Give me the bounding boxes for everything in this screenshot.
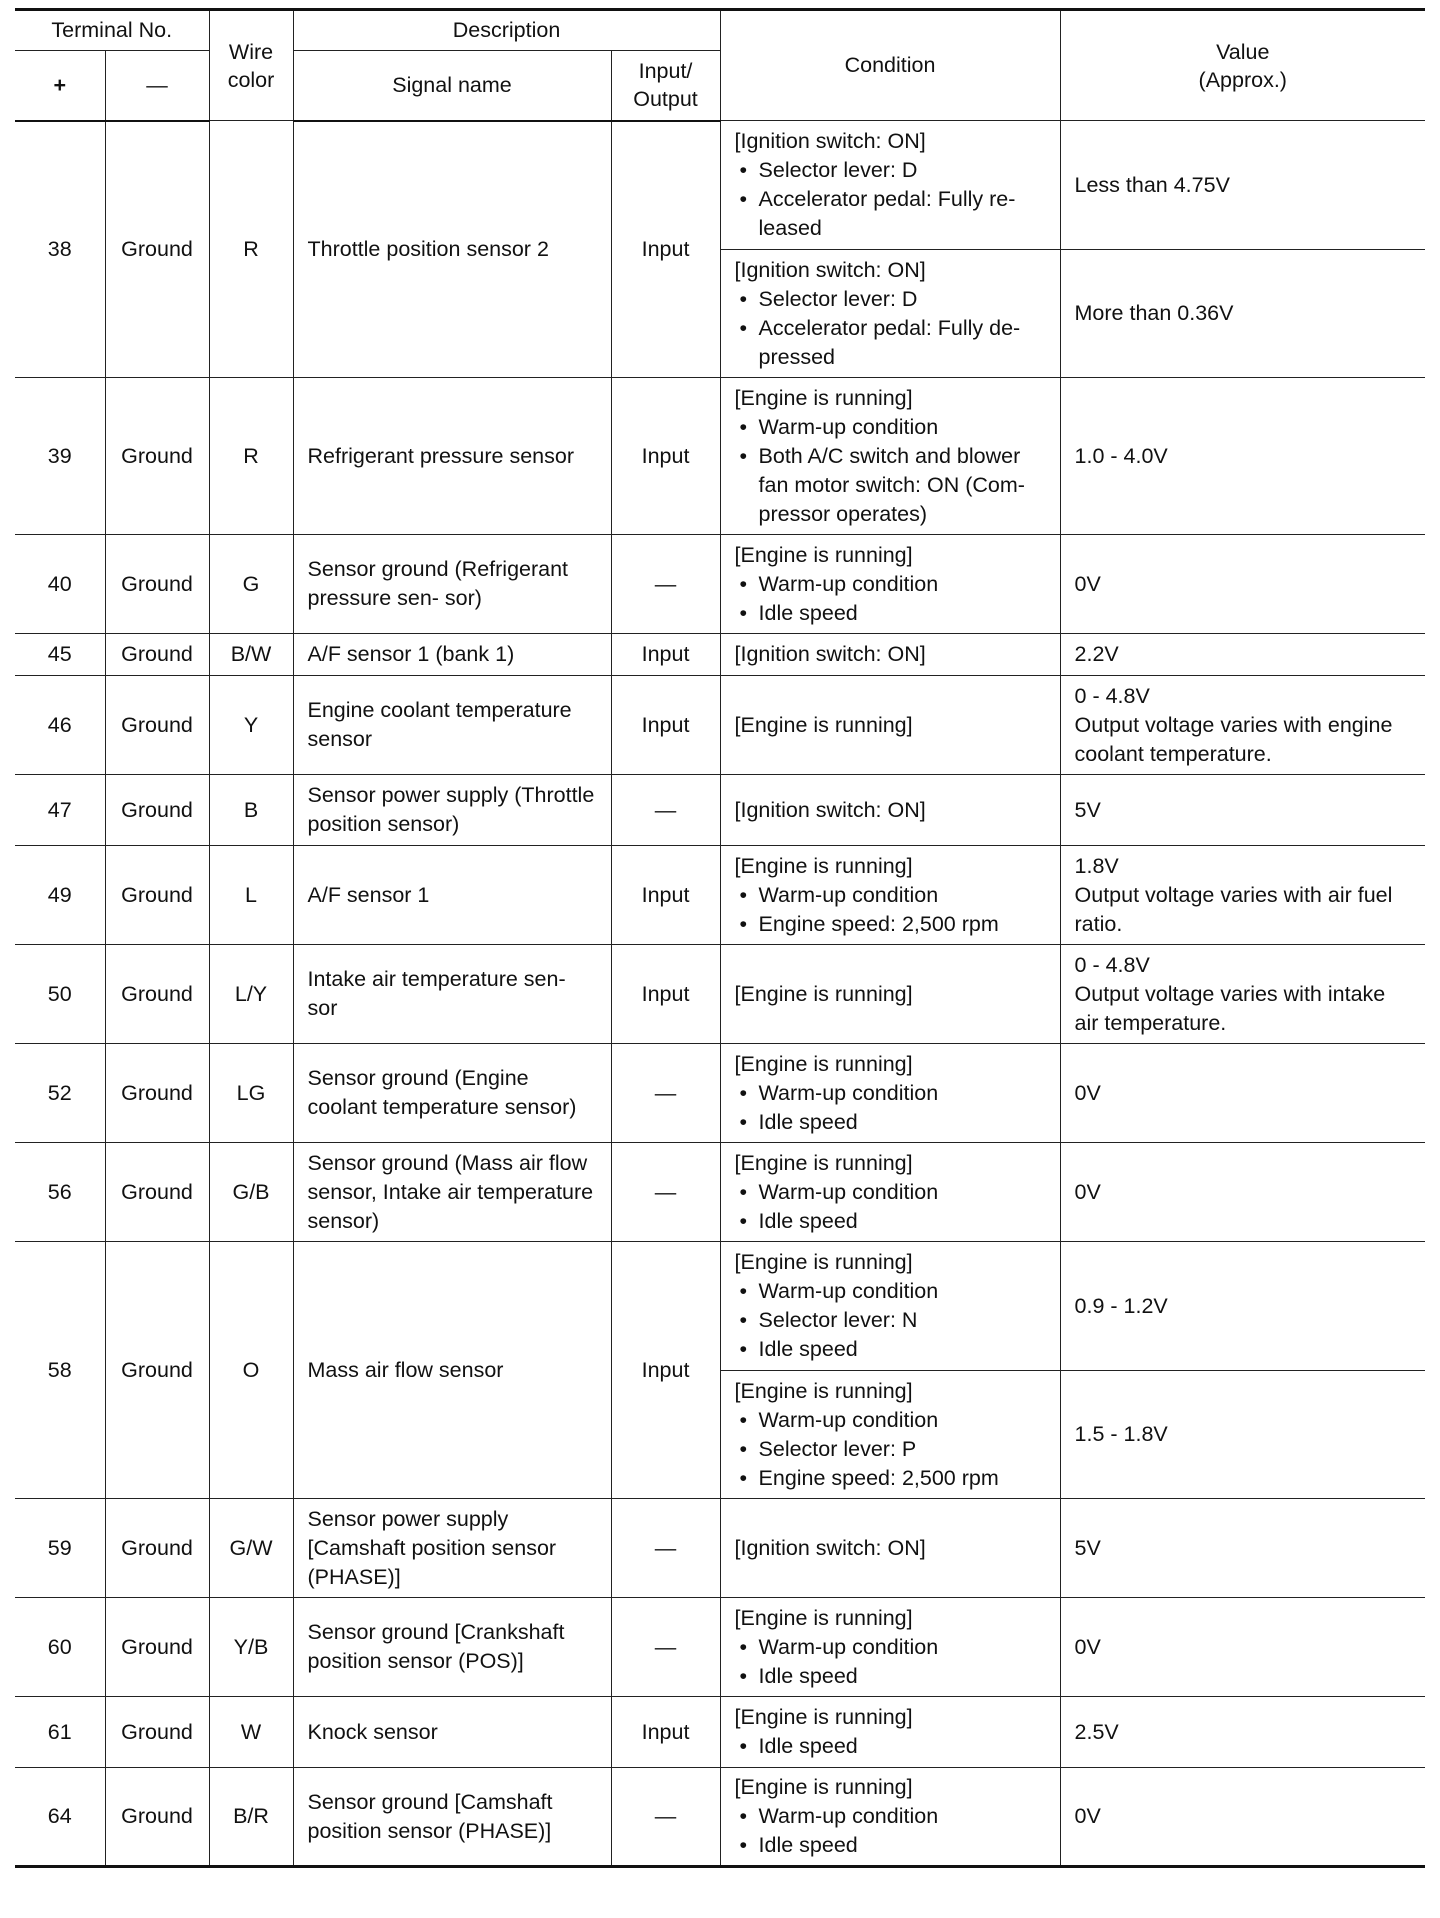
condition-heading: [Ignition switch: ON] [734,257,926,282]
wire-color-cell: Y [209,676,293,775]
table-header [15,10,1425,121]
input-output-cell: Input [611,846,720,945]
value-line: 5V [1074,1535,1101,1560]
condition-bullet-list [735,1732,1046,1761]
condition-cell [720,250,1060,378]
condition-bullet-list [735,1802,1046,1860]
terminal-plus-cell: 49 [15,846,105,945]
value-line: 0V [1074,1804,1101,1828]
value-line: 0.9 - 1.2V [1074,1293,1168,1318]
condition-heading: [Engine is running] [734,1378,913,1403]
condition-bullet-item: • Idle speed [735,1335,1046,1364]
condition-bullet-item: • Accelerator pedal: Fully de- pressed [735,314,1046,372]
condition-bullet-item: • Warm-up condition [735,881,1046,910]
value-cell [1060,1697,1425,1768]
input-output-cell: — [611,1044,720,1143]
condition-cell [720,775,1060,846]
condition-bullet-list [735,1633,1046,1691]
input-output-cell: Input [611,378,720,535]
header-value-line1: Value [1216,39,1270,64]
header-terminal-no: Terminal No. [15,10,209,51]
condition-bullet-list [735,1178,1046,1236]
value-cell [1060,378,1425,535]
input-output-cell: Input [611,676,720,775]
value-line: 1.8V [1074,853,1119,878]
condition-heading: [Engine is running] [734,1150,913,1175]
condition-cell [720,121,1060,250]
ecm-terminal-table-container [15,8,1425,1868]
condition-cell [720,846,1060,945]
terminal-minus-cell: Ground [105,775,209,846]
condition-cell [720,634,1060,676]
value-cell [1060,1499,1425,1598]
condition-heading: [Engine is running] [734,542,913,567]
condition-bullet-list [735,413,1046,529]
condition-bullet-item: • Idle speed [735,1831,1046,1860]
condition-cell [720,945,1060,1044]
condition-bullet-item: • Accelerator pedal: Fully re- leased [735,185,1046,243]
condition-heading: [Engine is running] [734,1051,913,1076]
condition-bullet-list [735,570,1046,628]
input-output-cell: — [611,1499,720,1598]
terminal-minus-cell: Ground [105,634,209,676]
terminal-plus-cell: 39 [15,378,105,535]
value-line: Output voltage varies with engine coolant temperature. [1074,712,1393,766]
terminal-minus-cell: Ground [105,676,209,775]
value-cell [1060,121,1425,250]
condition-cell [720,1044,1060,1143]
wire-color-cell: Y/B [209,1598,293,1697]
input-output-cell: — [611,1598,720,1697]
value-cell [1060,1143,1425,1242]
input-output-cell: Input [611,634,720,676]
terminal-plus-cell: 60 [15,1598,105,1697]
condition-bullet-item: • Warm-up condition [735,1277,1046,1306]
value-cell [1060,535,1425,634]
value-line: 0V [1074,1080,1101,1105]
input-output-cell: Input [611,1697,720,1768]
condition-cell [720,676,1060,775]
value-line: 2.5V [1074,1719,1119,1744]
table-row [15,1697,1425,1768]
value-cell [1060,676,1425,775]
header-input-output-text: Input/ Output [633,59,698,112]
ecm-terminal-table [15,8,1425,1868]
value-cell [1060,1371,1425,1499]
value-line: Less than 4.75V [1074,172,1230,197]
condition-cell [720,1598,1060,1697]
header-row-1 [15,10,1425,51]
value-cell [1060,775,1425,846]
wire-color-cell: L [209,846,293,945]
table-row [15,378,1425,535]
header-minus: — [105,51,209,121]
condition-cell [720,1242,1060,1371]
value-cell [1060,1242,1425,1371]
input-output-cell: Input [611,945,720,1044]
terminal-minus-cell: Ground [105,1598,209,1697]
terminal-minus-cell: Ground [105,1697,209,1768]
condition-heading: [Engine is running] [734,1605,913,1630]
value-line: Output voltage varies with air fuel ratio. [1074,882,1393,936]
terminal-plus-cell: 56 [15,1143,105,1242]
input-output-cell: Input [611,121,720,378]
condition-bullet-item: • Idle speed [735,1732,1046,1761]
condition-bullet-item: • Selector lever: D [735,285,1046,314]
table-row [15,121,1425,250]
value-cell [1060,634,1425,676]
terminal-plus-cell: 40 [15,535,105,634]
table-row [15,1598,1425,1697]
terminal-minus-cell: Ground [105,1044,209,1143]
wire-color-cell: R [209,121,293,378]
table-row [15,945,1425,1044]
signal-name-cell: Refrigerant pressure sensor [293,378,611,535]
value-line: 1.0 - 4.0V [1074,443,1168,468]
signal-name-cell: Engine coolant temperature sensor [293,676,611,775]
condition-bullet-list [735,881,1046,939]
table-row [15,1044,1425,1143]
value-cell [1060,1768,1425,1867]
terminal-minus-cell: Ground [105,535,209,634]
table-row [15,535,1425,634]
condition-heading: [Engine is running] [734,853,913,878]
terminal-minus-cell: Ground [105,378,209,535]
terminal-plus-cell: 58 [15,1242,105,1499]
signal-name-cell: Mass air flow sensor [293,1242,611,1499]
condition-bullet-item: • Warm-up condition [735,1406,1046,1435]
condition-cell [720,1499,1060,1598]
value-cell [1060,1598,1425,1697]
condition-heading: [Engine is running] [734,385,913,410]
condition-bullet-list [735,1277,1046,1364]
value-line: 5V [1074,797,1101,822]
condition-heading: [Engine is running] [734,1705,913,1729]
condition-heading: [Ignition switch: ON] [734,797,926,822]
condition-heading: [Engine is running] [734,712,913,737]
condition-bullet-list [735,1406,1046,1493]
value-cell [1060,1044,1425,1143]
signal-name-cell: Sensor ground (Refrigerant pressure sen- sor) [293,535,611,634]
header-plus: + [15,51,105,121]
input-output-cell: — [611,775,720,846]
header-signal-name: Signal name [293,51,611,121]
wire-color-cell: G [209,535,293,634]
value-cell [1060,846,1425,945]
terminal-plus-cell: 64 [15,1768,105,1867]
value-line: 0V [1074,1634,1101,1659]
condition-cell [720,1143,1060,1242]
terminal-plus-cell: 38 [15,121,105,378]
condition-heading: [Engine is running] [734,981,913,1006]
value-line: 0V [1074,1179,1101,1204]
condition-bullet-item: • Idle speed [735,599,1046,628]
terminal-minus-cell: Ground [105,1768,209,1867]
condition-cell [720,1371,1060,1499]
signal-name-cell: Sensor ground (Engine coolant temperature sensor) [293,1044,611,1143]
signal-name-cell: A/F sensor 1 (bank 1) [293,634,611,676]
condition-bullet-item: • Warm-up condition [735,1802,1046,1831]
condition-cell [720,1697,1060,1768]
signal-name-cell: Sensor power supply [Camshaft position sensor (PHASE)] [293,1499,611,1598]
value-line: Output voltage varies with intake air temperature. [1074,981,1386,1035]
condition-bullet-item: • Warm-up condition [735,1079,1046,1108]
terminal-plus-cell: 61 [15,1697,105,1768]
wire-color-cell: B [209,775,293,846]
table-row [15,634,1425,676]
value-line: 1.5 - 1.8V [1074,1422,1168,1446]
condition-cell [720,535,1060,634]
condition-bullet-item: • Warm-up condition [735,1633,1046,1662]
condition-cell [720,1768,1060,1867]
terminal-minus-cell: Ground [105,1499,209,1598]
wire-color-cell: W [209,1697,293,1768]
table-body [15,121,1425,1867]
value-line: More than 0.36V [1074,301,1234,325]
terminal-minus-cell: Ground [105,945,209,1044]
condition-heading: [Ignition switch: ON] [734,642,926,666]
condition-heading: [Ignition switch: ON] [734,129,926,153]
terminal-minus-cell: Ground [105,1143,209,1242]
terminal-plus-cell: 59 [15,1499,105,1598]
signal-name-cell: Sensor power supply (Throttle position sensor) [293,775,611,846]
value-line: 2.2V [1074,642,1119,666]
table-row [15,775,1425,846]
condition-bullet-item: • Engine speed: 2,500 rpm [735,910,1046,939]
header-description: Description [293,10,720,51]
condition-bullet-list [735,156,1046,243]
condition-heading: [Ignition switch: ON] [734,1535,926,1560]
condition-bullet-item: • Selector lever: N [735,1306,1046,1335]
terminal-plus-cell: 52 [15,1044,105,1143]
table-row [15,676,1425,775]
condition-bullet-item: • Warm-up condition [735,413,1046,442]
input-output-cell: Input [611,1242,720,1499]
table-row [15,1499,1425,1598]
condition-bullet-item: • Both A/C switch and blower fan motor switch: ON (Com- pressor operates) [735,442,1046,529]
value-cell [1060,250,1425,378]
wire-color-cell: G/B [209,1143,293,1242]
signal-name-cell: Sensor ground (Mass air flow sensor, Intake air temperature sensor) [293,1143,611,1242]
value-line: 0V [1074,571,1101,596]
header-value-line2: (Approx.) [1198,67,1287,92]
table-row [15,1242,1425,1371]
condition-cell [720,378,1060,535]
terminal-minus-cell: Ground [105,1242,209,1499]
header-input-output [611,51,720,121]
signal-name-cell: Knock sensor [293,1697,611,1768]
condition-heading: [Engine is running] [734,1250,913,1274]
terminal-minus-cell: Ground [105,121,209,378]
signal-name-cell: Sensor ground [Crankshaft position sensor (POS)] [293,1598,611,1697]
condition-bullet-list [735,285,1046,372]
table-row [15,846,1425,945]
terminal-plus-cell: 47 [15,775,105,846]
terminal-plus-cell: 50 [15,945,105,1044]
header-wire-color-text: Wire color [227,39,275,92]
wire-color-cell: B/R [209,1768,293,1867]
value-line: 0 - 4.8V [1074,683,1150,708]
input-output-cell: — [611,535,720,634]
header-value [1060,10,1425,121]
signal-name-cell: Sensor ground [Camshaft position sensor (PHASE)] [293,1768,611,1867]
condition-bullet-item: • Warm-up condition [735,1178,1046,1207]
wire-color-cell: G/W [209,1499,293,1598]
signal-name-cell: Throttle position sensor 2 [293,121,611,378]
value-cell [1060,945,1425,1044]
wire-color-cell: L/Y [209,945,293,1044]
table-row [15,1143,1425,1242]
condition-heading: [Engine is running] [734,1775,913,1799]
condition-bullet-item: • Idle speed [735,1108,1046,1137]
condition-bullet-item: • Selector lever: P [735,1435,1046,1464]
terminal-plus-cell: 46 [15,676,105,775]
signal-name-cell: Intake air temperature sen- sor [293,945,611,1044]
wire-color-cell: O [209,1242,293,1499]
wire-color-cell: R [209,378,293,535]
table-row [15,1768,1425,1867]
condition-bullet-item: • Engine speed: 2,500 rpm [735,1464,1046,1493]
condition-bullet-item: • Selector lever: D [735,156,1046,185]
input-output-cell: — [611,1143,720,1242]
condition-bullet-item: • Warm-up condition [735,570,1046,599]
wire-color-cell: LG [209,1044,293,1143]
value-line: 0 - 4.8V [1074,952,1150,977]
terminal-plus-cell: 45 [15,634,105,676]
input-output-cell: — [611,1768,720,1867]
condition-bullet-item: • Idle speed [735,1207,1046,1236]
signal-name-cell: A/F sensor 1 [293,846,611,945]
terminal-minus-cell: Ground [105,846,209,945]
condition-bullet-item: • Idle speed [735,1662,1046,1691]
header-condition: Condition [720,10,1060,121]
header-wire-color [209,10,293,121]
condition-bullet-list [735,1079,1046,1137]
wire-color-cell: B/W [209,634,293,676]
